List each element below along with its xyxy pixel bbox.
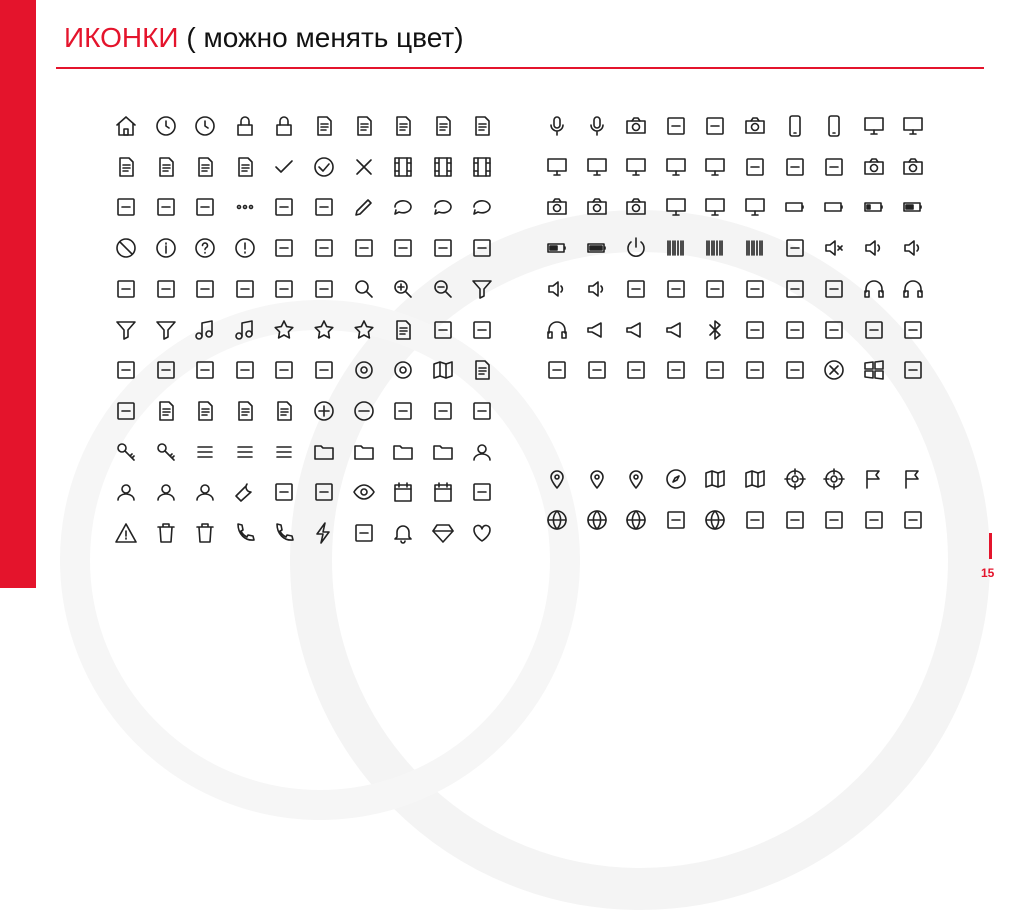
- bookmarks-icon: [147, 351, 185, 389]
- mic-alt-icon: [578, 107, 616, 145]
- terminal-icon: [657, 270, 695, 308]
- headphones-icon: [855, 270, 893, 308]
- chat-bubble-icon: [384, 188, 422, 226]
- lightning-icon: [305, 514, 343, 552]
- document-icon: [384, 107, 422, 145]
- calculator-icon: [463, 229, 501, 267]
- download-icon: [186, 270, 224, 308]
- monitor-back-icon: [657, 148, 695, 186]
- signpost-icon: [736, 501, 774, 539]
- android-icon: [894, 351, 932, 389]
- battery-charging-icon: [776, 188, 814, 226]
- share-icon: [736, 351, 774, 389]
- more-dots-icon: [226, 188, 264, 226]
- clipboard-icon: [226, 148, 264, 186]
- briefcase-icon: [384, 392, 422, 430]
- star-icon: [265, 311, 303, 349]
- monitor-chart-icon: [538, 148, 576, 186]
- user-circle-alt-icon: [107, 473, 145, 511]
- forbidden-icon: [107, 229, 145, 267]
- title-accent: ИКОНКИ: [64, 22, 179, 53]
- target-icon: [776, 460, 814, 498]
- tablet-icon: [815, 107, 853, 145]
- megaphone-icon: [578, 311, 616, 349]
- microphone-icon: [538, 107, 576, 145]
- headphones-alt-icon: [538, 311, 576, 349]
- box-gift-icon: [305, 270, 343, 308]
- laptop-icon: [855, 107, 893, 145]
- aperture-icon: [384, 351, 422, 389]
- camera-icon: [855, 148, 893, 186]
- film-icon: [384, 148, 422, 186]
- clock-icon: [147, 107, 185, 145]
- battery-mid-icon: [538, 229, 576, 267]
- title-rest: ( можно менять цвет): [178, 22, 464, 53]
- camera-video-icon: [617, 107, 655, 145]
- floppy-alt-icon: [815, 148, 853, 186]
- music-icon: [186, 311, 224, 349]
- shredder-icon: [776, 229, 814, 267]
- keyboard-show-icon: [578, 351, 616, 389]
- diamond-icon: [424, 514, 462, 552]
- pen-doc-icon: [463, 351, 501, 389]
- left-accent-bar: [0, 0, 36, 588]
- map-icon: [696, 460, 734, 498]
- globes-icon: [578, 501, 616, 539]
- page-number: 15: [981, 566, 995, 580]
- close-icon: [345, 148, 383, 186]
- floppy-icon: [776, 148, 814, 186]
- clock-circle-icon: [186, 107, 224, 145]
- calculator-alt-icon: [736, 311, 774, 349]
- monitor-download-icon: [578, 148, 616, 186]
- home-icon: [107, 107, 145, 145]
- flag-icon: [855, 460, 893, 498]
- finder-icon: [776, 351, 814, 389]
- movie-camera-icon: [736, 107, 774, 145]
- documents-icon: [424, 107, 462, 145]
- title-divider: [56, 67, 984, 69]
- gamepad-icon: [617, 270, 655, 308]
- shop-icon: [345, 514, 383, 552]
- disc-icon: [736, 148, 774, 186]
- cassette-icon: [657, 107, 695, 145]
- flag-alt-icon: [894, 460, 932, 498]
- gear-icon: [345, 351, 383, 389]
- edit-box-icon: [305, 188, 343, 226]
- radio-icon: [776, 311, 814, 349]
- battery-empty-icon: [815, 188, 853, 226]
- phone-icon: [226, 514, 264, 552]
- camera-photo-icon: [617, 188, 655, 226]
- map-pin-icon: [617, 460, 655, 498]
- monitor-icon: [894, 107, 932, 145]
- filter-icon: [463, 270, 501, 308]
- archive-icon: [107, 270, 145, 308]
- user-circle-icon: [463, 433, 501, 471]
- alert-icon: [226, 229, 264, 267]
- badge-icon: [265, 473, 303, 511]
- phone-alt-icon: [265, 514, 303, 552]
- airplay-icon: [617, 351, 655, 389]
- list-icon: [384, 311, 422, 349]
- trash-alt-icon: [186, 514, 224, 552]
- doc-check-icon: [186, 392, 224, 430]
- notepad-icon: [345, 107, 383, 145]
- more-circle-icon: [265, 188, 303, 226]
- megaphone-big-icon: [657, 311, 695, 349]
- tags-icon: [463, 311, 501, 349]
- minus-circle-icon: [345, 392, 383, 430]
- calendar-icon: [384, 473, 422, 511]
- volume-mid-icon: [894, 229, 932, 267]
- pie-chart-icon: [107, 188, 145, 226]
- bluetooth-icon: [696, 311, 734, 349]
- camera-alt-icon: [894, 148, 932, 186]
- help-icon: [186, 229, 224, 267]
- upload-icon: [226, 270, 264, 308]
- blank-page-icon: [463, 107, 501, 145]
- power-icon: [617, 229, 655, 267]
- barcode-alt-icon: [736, 229, 774, 267]
- tv-icon: [657, 188, 695, 226]
- plus-circle-icon: [305, 392, 343, 430]
- lock-icon: [226, 107, 264, 145]
- sliders-icon: [226, 351, 264, 389]
- menu-list-icon: [265, 433, 303, 471]
- printer-icon: [736, 270, 774, 308]
- info-icon: [147, 229, 185, 267]
- megaphone-alt-icon: [617, 311, 655, 349]
- volume-high-icon: [578, 270, 616, 308]
- check-circle-icon: [305, 148, 343, 186]
- zoom-out-icon: [424, 270, 462, 308]
- users-alt-icon: [186, 473, 224, 511]
- map-alt-icon: [736, 460, 774, 498]
- pin-icon: [538, 460, 576, 498]
- checkmark-icon: [265, 148, 303, 186]
- wrench-icon: [226, 473, 264, 511]
- globe-icon: [538, 501, 576, 539]
- sign-board-icon: [776, 501, 814, 539]
- tv-retro-icon: [696, 188, 734, 226]
- stars-icon: [305, 311, 343, 349]
- users-icon: [147, 473, 185, 511]
- mouse-icon: [776, 270, 814, 308]
- filter-plus-icon: [107, 311, 145, 349]
- camera-box-icon: [538, 188, 576, 226]
- briefcases-icon: [424, 392, 462, 430]
- route-icon: [578, 460, 616, 498]
- billboard-arrow-icon: [894, 501, 932, 539]
- globe-alt-icon: [617, 501, 655, 539]
- list-doc-icon: [186, 148, 224, 186]
- images-icon: [424, 229, 462, 267]
- stack-icon: [345, 229, 383, 267]
- road-sign-icon: [815, 501, 853, 539]
- doc-box-icon: [147, 392, 185, 430]
- wifi-icon: [696, 351, 734, 389]
- router-icon: [696, 270, 734, 308]
- mobile-icon: [776, 107, 814, 145]
- bell-icon: [384, 514, 422, 552]
- video-icon: [696, 107, 734, 145]
- lifebuoy-icon: [186, 188, 224, 226]
- windows-alt-icon: [305, 229, 343, 267]
- battery-half-icon: [894, 188, 932, 226]
- crosshair-icon: [815, 460, 853, 498]
- compass-icon: [657, 460, 695, 498]
- volume-up-icon: [538, 270, 576, 308]
- film-play-icon: [463, 148, 501, 186]
- menu-icon: [186, 433, 224, 471]
- gift-icon: [305, 473, 343, 511]
- chat-bubbles-icon: [463, 188, 501, 226]
- heart-icon: [463, 514, 501, 552]
- keyboard-hide-icon: [538, 351, 576, 389]
- bar-chart-icon: [147, 188, 185, 226]
- battery-full-icon: [578, 229, 616, 267]
- bookmark-icon: [107, 351, 145, 389]
- billboard-icon: [855, 501, 893, 539]
- mailbox-icon: [107, 392, 145, 430]
- newspaper-icon: [226, 392, 264, 430]
- tv-box-icon: [736, 188, 774, 226]
- folder-search-icon: [424, 433, 462, 471]
- close-circle-icon: [815, 351, 853, 389]
- trash-icon: [147, 514, 185, 552]
- folder-dots-icon: [384, 433, 422, 471]
- network-icon: [894, 311, 932, 349]
- key-search-icon: [147, 433, 185, 471]
- filter-minus-icon: [147, 311, 185, 349]
- film-alt-icon: [424, 148, 462, 186]
- slide-title: [64, 22, 464, 54]
- battery-low-icon: [855, 188, 893, 226]
- box-open-icon: [265, 270, 303, 308]
- monitor-upload-icon: [617, 148, 655, 186]
- star-circle-icon: [345, 311, 383, 349]
- archive-dots-icon: [147, 270, 185, 308]
- sliders-box-icon: [305, 351, 343, 389]
- radio-alt-icon: [815, 311, 853, 349]
- chrome-icon: [657, 351, 695, 389]
- keyboard-icon: [815, 270, 853, 308]
- eye-icon: [345, 473, 383, 511]
- mute-icon: [815, 229, 853, 267]
- folders-icon: [345, 433, 383, 471]
- barcode-icon: [657, 229, 695, 267]
- bank-icon: [463, 473, 501, 511]
- copy-icon: [107, 148, 145, 186]
- move-center-icon: [657, 501, 695, 539]
- safe-icon: [855, 311, 893, 349]
- text-doc-icon: [147, 148, 185, 186]
- key-icon: [107, 433, 145, 471]
- photo-frame-icon: [578, 188, 616, 226]
- toolbox-icon: [463, 392, 501, 430]
- folder-icon: [305, 433, 343, 471]
- globe-stand-icon: [696, 501, 734, 539]
- chat-dots-icon: [424, 188, 462, 226]
- search-icon: [345, 270, 383, 308]
- news-card-icon: [265, 392, 303, 430]
- volume-low-icon: [855, 229, 893, 267]
- music-note-icon: [226, 311, 264, 349]
- windows-icon: [265, 229, 303, 267]
- calendar-grid-icon: [424, 473, 462, 511]
- map-chart-icon: [424, 351, 462, 389]
- zoom-in-icon: [384, 270, 422, 308]
- toggle-icon: [265, 351, 303, 389]
- monitor-forward-icon: [696, 148, 734, 186]
- headset-icon: [894, 270, 932, 308]
- pencil-icon: [345, 188, 383, 226]
- image-icon: [384, 229, 422, 267]
- lock-open-icon: [265, 107, 303, 145]
- warning-icon: [107, 514, 145, 552]
- send-icon: [186, 351, 224, 389]
- menu-dots-icon: [226, 433, 264, 471]
- notebook-icon: [305, 107, 343, 145]
- barcode-search-icon: [696, 229, 734, 267]
- windows-logo-icon: [855, 351, 893, 389]
- tag-icon: [424, 311, 462, 349]
- page-marker: [989, 533, 992, 559]
